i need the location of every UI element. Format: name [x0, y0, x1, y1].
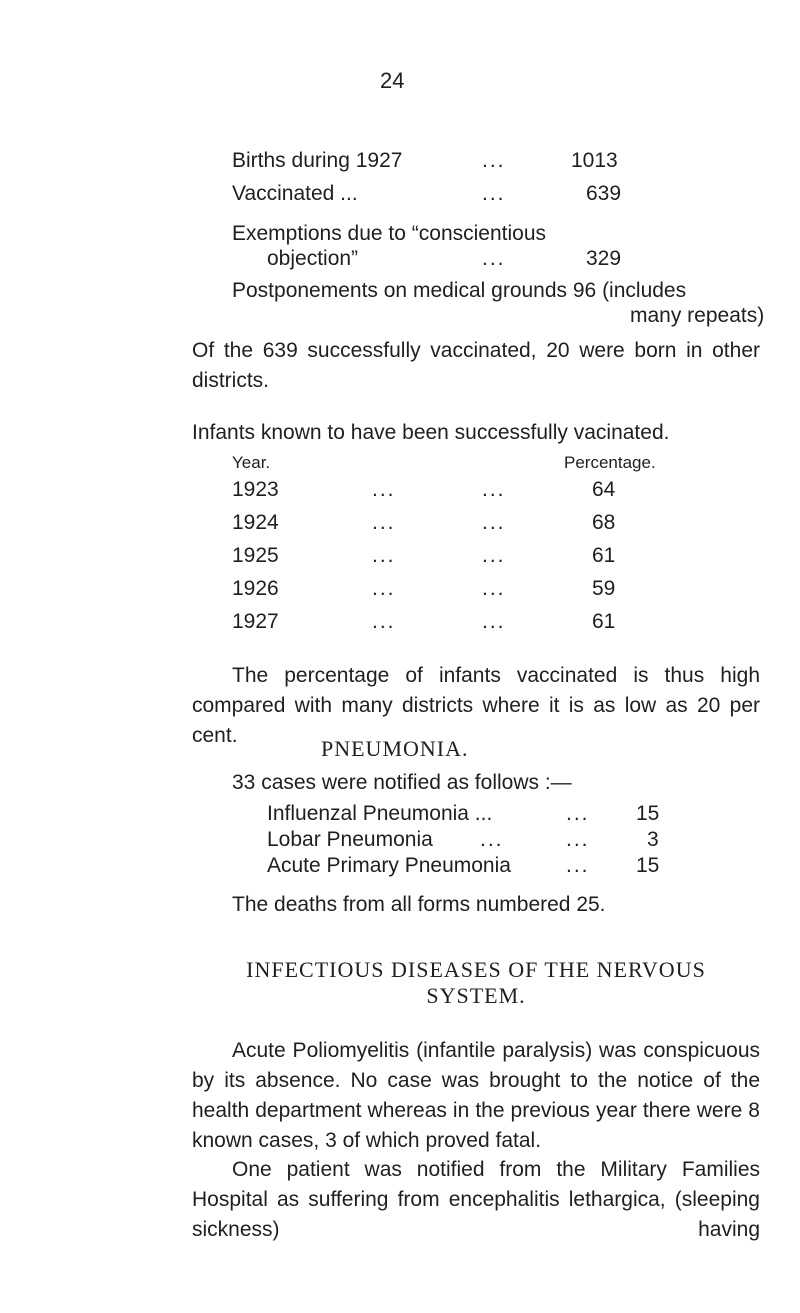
row-dots: ...: [372, 544, 396, 567]
row-dots: ...: [482, 610, 506, 633]
row-dots: ...: [372, 478, 396, 501]
pneumonia-type: Influenzal Pneumonia ...: [267, 802, 493, 825]
pneumonia-intro: 33 cases were notified as follows :—: [232, 771, 572, 794]
percentage-paragraph: [192, 661, 760, 751]
postponements-line2: many repeats): [630, 304, 765, 327]
row-percentage: 59: [592, 577, 616, 600]
row-year: 1925: [232, 544, 279, 567]
row-dots: ...: [482, 478, 506, 501]
row-percentage: 68: [592, 511, 616, 534]
poliomyelitis-paragraph: [192, 1036, 760, 1156]
born-other-text: Of the 639 successfully vaccinated, 20 were born in other districts.: [192, 339, 760, 392]
row-percentage: 61: [592, 610, 616, 633]
column-header-percentage: Percentage.: [564, 453, 656, 472]
pneumonia-dots: ...: [566, 802, 590, 825]
row-year: 1924: [232, 511, 279, 534]
pneumonia-dots: ...: [566, 828, 590, 851]
pneumonia-deaths: The deaths from all forms numbered 25.: [232, 893, 606, 916]
infectious-heading-line1: INFECTIOUS DISEASES OF THE NERVOUS: [246, 957, 706, 982]
exemptions-value: 329: [586, 247, 622, 270]
pneumonia-count: 15: [636, 802, 660, 825]
postponements-line1: Postponements on medical grounds 96 (includes: [232, 279, 687, 302]
poliomyelitis-text: Acute Poliomyelitis (infantile paralysis) was conspicuous by its absence. No case was brought to the notice of the health department whereas in the previous year there were 8 known cases, 3 of which proved fatal.: [192, 1039, 760, 1152]
row-year: 1923: [232, 478, 279, 501]
percentage-text: The percentage of infants vaccinated is thus high compared with many districts where it is as low as 20 per cent.: [192, 664, 760, 747]
row-dots: ...: [372, 610, 396, 633]
births-label: Births during 1927: [232, 149, 403, 172]
page-number: 24: [380, 68, 405, 93]
row-dots: ...: [372, 577, 396, 600]
pneumonia-count: 3: [647, 828, 659, 851]
row-year: 1927: [232, 610, 279, 633]
row-percentage: 61: [592, 544, 616, 567]
pneumonia-dots: ...: [566, 854, 590, 877]
pneumonia-type: Acute Primary Pneumonia: [267, 854, 511, 877]
pneumonia-dots: ...: [480, 828, 504, 851]
births-dots: ...: [482, 149, 506, 172]
row-dots: ...: [482, 544, 506, 567]
row-dots: ...: [372, 511, 396, 534]
row-dots: ...: [482, 511, 506, 534]
exemptions-line2: objection”: [267, 247, 359, 270]
encephalitis-paragraph: [192, 1155, 760, 1245]
infectious-heading-line2: SYSTEM.: [426, 983, 526, 1008]
exemptions-dots: ...: [482, 247, 506, 270]
row-year: 1926: [232, 577, 279, 600]
vaccinated-dots: ...: [482, 182, 506, 205]
births-value: 1013: [571, 149, 618, 172]
row-dots: ...: [482, 577, 506, 600]
pneumonia-count: 15: [636, 854, 660, 877]
vaccinated-label: Vaccinated ...: [232, 182, 358, 205]
row-percentage: 64: [592, 478, 616, 501]
encephalitis-text: One patient was notified from the Military Families Hospital as suffering from encephalitis lethargica, (sleeping sickness) having: [192, 1158, 760, 1241]
vaccinated-value: 639: [586, 182, 622, 205]
infants-table-caption: Infants known to have been successfully vacinated.: [192, 421, 670, 444]
pneumonia-type: Lobar Pneumonia: [267, 828, 433, 851]
exemptions-line1: Exemptions due to “conscientious: [232, 222, 547, 245]
born-other-paragraph: [192, 336, 760, 396]
column-header-year: Year.: [232, 453, 271, 472]
pneumonia-heading: PNEUMONIA.: [321, 736, 469, 761]
